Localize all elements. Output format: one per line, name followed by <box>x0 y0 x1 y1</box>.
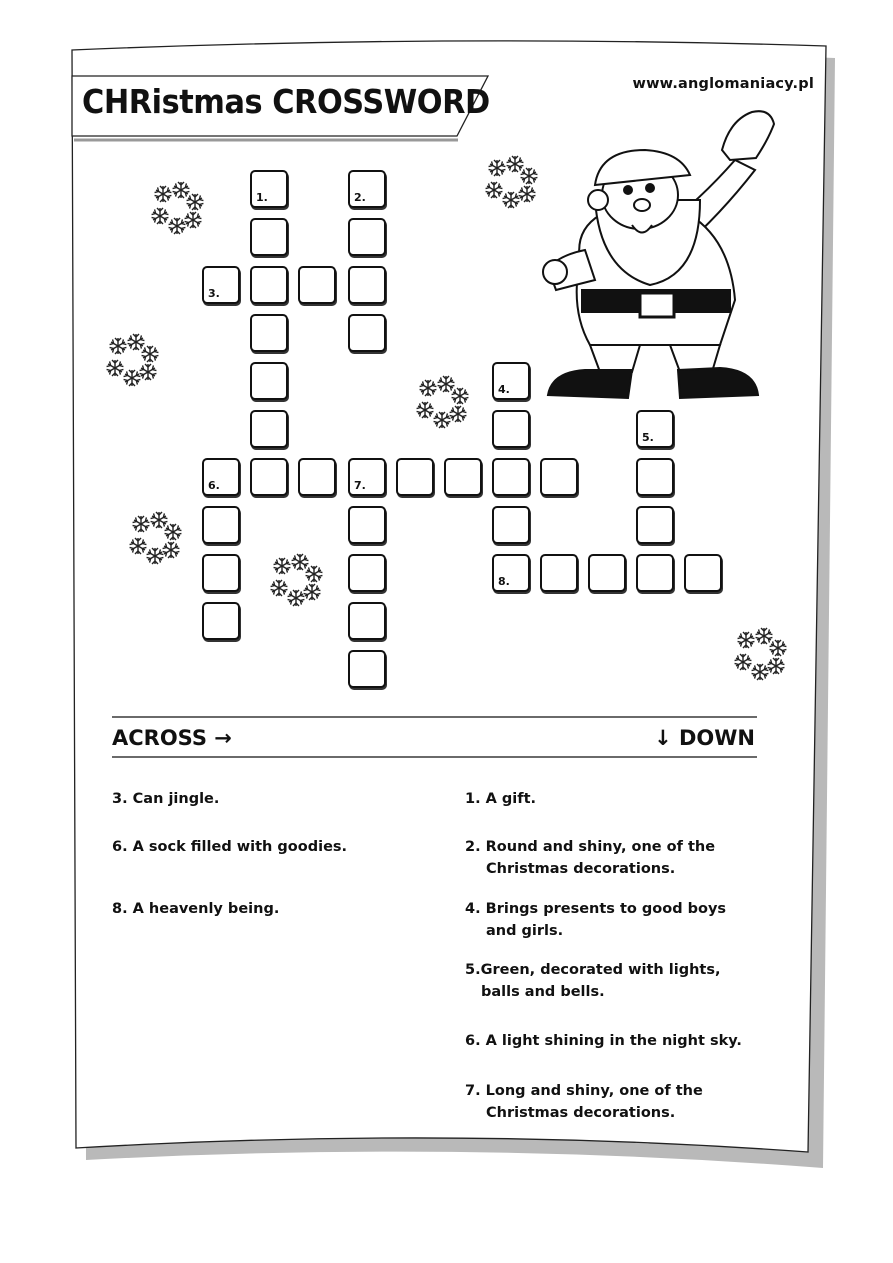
down-clue-text: 1. A gift. <box>465 791 537 807</box>
crossword-cell[interactable] <box>202 458 240 496</box>
crossword-cell[interactable] <box>492 506 530 544</box>
crossword-cell[interactable] <box>588 554 626 592</box>
down-clue <box>465 1030 742 1052</box>
down-clue-text: 4. Brings presents to good boys <box>465 901 727 917</box>
down-clue <box>465 898 726 942</box>
down-clue-text: 2. Round and shiny, one of the <box>465 839 716 855</box>
clue-number: 7. <box>354 479 366 492</box>
clue-number: 6. <box>208 479 220 492</box>
crossword-cell[interactable] <box>444 458 482 496</box>
down-clue-text-continued: and girls. <box>486 923 564 939</box>
down-clue-text: 6. A light shining in the night sky. <box>465 1033 742 1049</box>
crossword-cell[interactable] <box>348 602 386 640</box>
down-clue <box>465 959 720 1003</box>
crossword-cell[interactable] <box>298 458 336 496</box>
page-title: CHRistmas CROSSWORD <box>82 82 490 121</box>
across-clue: 6. A sock filled with goodies. <box>112 839 348 855</box>
crossword-cell[interactable] <box>396 458 434 496</box>
crossword-cell[interactable] <box>636 410 674 448</box>
clue-number: 8. <box>498 575 510 588</box>
down-clue-text-continued: Christmas decorations. <box>486 861 676 877</box>
crossword-cell[interactable] <box>684 554 722 592</box>
crossword-cell[interactable] <box>202 266 240 304</box>
crossword-cell[interactable] <box>492 554 530 592</box>
clue-number: 4. <box>498 383 510 396</box>
down-clue-text-continued: balls and bells. <box>481 984 605 1000</box>
crossword-cell[interactable] <box>250 314 288 352</box>
down-clue-text: 5.Green, decorated with lights, <box>465 962 721 978</box>
website-url[interactable]: www.anglomaniacy.pl <box>632 76 814 92</box>
crossword-cell[interactable] <box>202 602 240 640</box>
crossword-cell[interactable] <box>202 506 240 544</box>
crossword-cell[interactable] <box>492 410 530 448</box>
crossword-cell[interactable] <box>250 458 288 496</box>
crossword-cell[interactable] <box>636 554 674 592</box>
down-clue <box>465 836 715 880</box>
crossword-cell[interactable] <box>202 554 240 592</box>
down-heading: ↓ DOWN <box>654 726 755 750</box>
crossword-cell[interactable] <box>250 362 288 400</box>
down-clue <box>465 788 536 810</box>
crossword-cell[interactable] <box>250 170 288 208</box>
down-clue <box>465 1080 703 1124</box>
crossword-cell[interactable] <box>250 410 288 448</box>
across-heading: ACROSS → <box>112 726 232 750</box>
crossword-cell[interactable] <box>636 506 674 544</box>
crossword-cell[interactable] <box>540 458 578 496</box>
clue-number: 1. <box>256 191 268 204</box>
crossword-cell[interactable] <box>250 218 288 256</box>
crossword-cell[interactable] <box>540 554 578 592</box>
crossword-cell[interactable] <box>636 458 674 496</box>
crossword-cell[interactable] <box>348 266 386 304</box>
crossword-cell[interactable] <box>348 458 386 496</box>
crossword-cell[interactable] <box>348 218 386 256</box>
down-clue-text: 7. Long and shiny, one of the <box>465 1083 703 1099</box>
crossword-cell[interactable] <box>250 266 288 304</box>
crossword-cell[interactable] <box>492 458 530 496</box>
clue-number: 5. <box>642 431 654 444</box>
crossword-cell[interactable] <box>348 170 386 208</box>
across-clue: 8. A heavenly being. <box>112 901 280 917</box>
crossword-cell[interactable] <box>348 554 386 592</box>
down-clue-text-continued: Christmas decorations. <box>486 1105 676 1121</box>
crossword-cell[interactable] <box>348 650 386 688</box>
clue-number: 2. <box>354 191 366 204</box>
across-clue: 3. Can jingle. <box>112 791 220 807</box>
crossword-cell[interactable] <box>348 506 386 544</box>
crossword-cell[interactable] <box>492 362 530 400</box>
clue-number: 3. <box>208 287 220 300</box>
crossword-cell[interactable] <box>298 266 336 304</box>
crossword-cell[interactable] <box>348 314 386 352</box>
